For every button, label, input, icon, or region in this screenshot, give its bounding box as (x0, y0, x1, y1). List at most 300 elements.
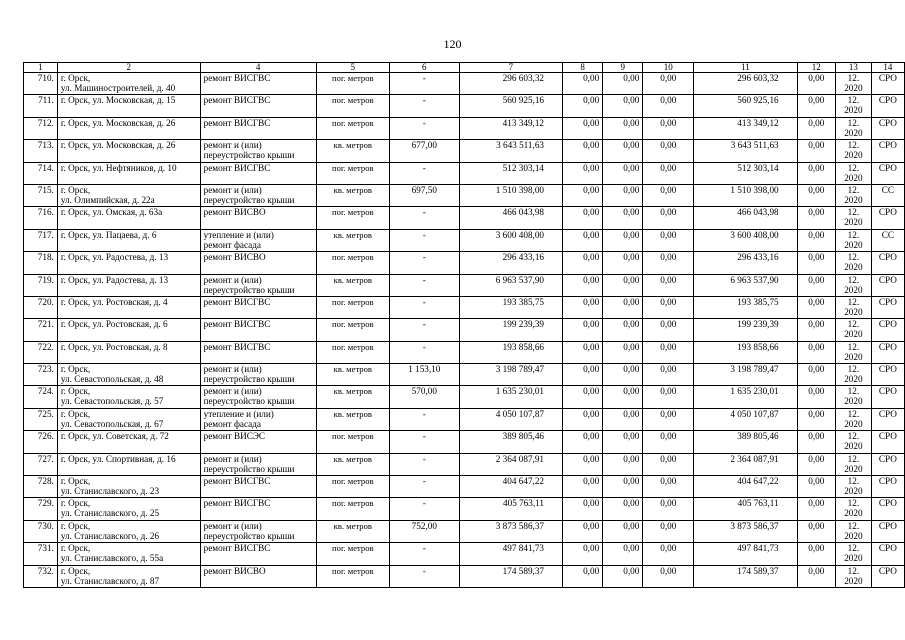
unit-cell: пог. метров (316, 498, 389, 520)
col8-cell: 0,00 (563, 162, 603, 184)
col12-cell: 0,00 (797, 162, 835, 184)
address-cell (57, 73, 200, 95)
address-cell (57, 95, 200, 117)
work-type-cell-line: ремонт ВИСГВС (203, 476, 271, 487)
area-cell: - (389, 73, 459, 95)
work-type-cell-line: переустройство крыши (203, 194, 295, 205)
col10-cell: 0,00 (643, 296, 694, 318)
deadline-cell-line: 12. (847, 520, 860, 531)
address-cell-line: ул. Севастопольская, д. 48 (60, 374, 164, 385)
deadline-cell (835, 565, 871, 587)
total-cost-cell: 1 510 398,00 (459, 184, 562, 206)
column-header: 4 (200, 63, 316, 73)
row-number: 728. (24, 476, 58, 498)
table-row (24, 73, 905, 95)
deadline-cell-line: 12. (847, 207, 860, 218)
area-cell: - (389, 431, 459, 453)
deadline-cell-line: 2020 (844, 575, 863, 586)
total-cost-cell: 3 873 586,37 (459, 520, 562, 542)
table-row (24, 520, 905, 542)
table-row (24, 296, 905, 318)
deadline-cell-line: 2020 (844, 351, 863, 362)
total-cost-cell: 3 643 511,63 (459, 140, 562, 162)
col9-cell: 0,00 (603, 431, 643, 453)
col11-cell: 466 043,98 (694, 207, 797, 229)
total-cost-cell: 193 385,75 (459, 296, 562, 318)
row-number: 727. (24, 453, 58, 475)
address-cell (57, 520, 200, 542)
col10-cell: 0,00 (643, 498, 694, 520)
work-type-cell (200, 386, 316, 408)
work-type-cell (200, 117, 316, 139)
col9-cell: 0,00 (603, 565, 643, 587)
address-cell-line: ул. Станиславского, д. 26 (60, 530, 160, 541)
column-header: 13 (835, 63, 871, 73)
deadline-cell (835, 229, 871, 251)
area-cell: - (389, 274, 459, 296)
work-type-cell (200, 543, 316, 565)
address-cell-line: ул. Севастопольская, д. 67 (60, 418, 164, 429)
col9-cell: 0,00 (603, 319, 643, 341)
method-cell: СРО (871, 274, 904, 296)
col8-cell: 0,00 (563, 207, 603, 229)
work-type-cell (200, 453, 316, 475)
work-type-cell (200, 498, 316, 520)
table-row (24, 162, 905, 184)
column-header: 6 (389, 63, 459, 73)
deadline-cell-line: 2020 (844, 530, 863, 541)
table-row (24, 543, 905, 565)
col9-cell: 0,00 (603, 274, 643, 296)
col9-cell: 0,00 (603, 229, 643, 251)
address-cell (57, 140, 200, 162)
table-row (24, 408, 905, 430)
address-cell-line: г. Орск, (60, 408, 91, 419)
total-cost-cell: 512 303,14 (459, 162, 562, 184)
work-type-cell (200, 341, 316, 363)
work-type-cell (200, 520, 316, 542)
row-number: 711. (24, 95, 58, 117)
col8-cell: 0,00 (563, 229, 603, 251)
col12-cell: 0,00 (797, 319, 835, 341)
deadline-cell (835, 296, 871, 318)
area-cell: - (389, 319, 459, 341)
deadline-cell-line: 2020 (844, 262, 863, 273)
table-row (24, 319, 905, 341)
work-type-cell-line: ремонт и (или) (203, 274, 262, 285)
col9-cell: 0,00 (603, 543, 643, 565)
unit-cell: пог. метров (316, 252, 389, 274)
deadline-cell (835, 207, 871, 229)
total-cost-cell: 497 841,73 (459, 543, 562, 565)
col9-cell: 0,00 (603, 498, 643, 520)
col11-cell: 296 433,16 (694, 252, 797, 274)
address-cell-line: г. Орск, (60, 498, 91, 509)
table-row (24, 431, 905, 453)
deadline-cell (835, 73, 871, 95)
address-cell-line: ул. Станиславского, д. 23 (60, 486, 160, 497)
col11-cell: 560 925,16 (694, 95, 797, 117)
col9-cell: 0,00 (603, 296, 643, 318)
col11-cell: 3 643 511,63 (694, 140, 797, 162)
address-cell (57, 408, 200, 430)
deadline-cell-line: 2020 (844, 239, 863, 250)
unit-cell: пог. метров (316, 431, 389, 453)
method-cell: СРО (871, 117, 904, 139)
col8-cell: 0,00 (563, 184, 603, 206)
col8-cell: 0,00 (563, 453, 603, 475)
total-cost-cell: 404 647,22 (459, 476, 562, 498)
area-cell: - (389, 296, 459, 318)
method-cell: СРО (871, 207, 904, 229)
row-number: 732. (24, 565, 58, 587)
table-row (24, 341, 905, 363)
col12-cell: 0,00 (797, 341, 835, 363)
address-cell-line: г. Орск, ул. Пацаева, д. 6 (60, 229, 157, 240)
address-cell-line: г. Орск, ул. Спортивная, д. 16 (60, 453, 176, 464)
table-row (24, 453, 905, 475)
col11-cell: 193 858,66 (694, 341, 797, 363)
deadline-cell (835, 162, 871, 184)
deadline-cell-line: 12. (847, 73, 860, 83)
deadline-cell (835, 341, 871, 363)
work-type-cell-line: ремонт и (или) (203, 184, 262, 195)
area-cell: - (389, 162, 459, 184)
row-number: 719. (24, 274, 58, 296)
col10-cell: 0,00 (643, 229, 694, 251)
work-type-cell-line: переустройство крыши (203, 284, 295, 295)
col9-cell: 0,00 (603, 162, 643, 184)
work-type-cell-line: утепление и (или) (203, 229, 274, 240)
col11-cell: 1 635 230,01 (694, 386, 797, 408)
address-cell-line: г. Орск, ул. Московская, д. 26 (60, 140, 176, 151)
work-type-cell (200, 184, 316, 206)
deadline-cell-line: 12. (847, 386, 860, 397)
unit-cell: кв. метров (316, 386, 389, 408)
col12-cell: 0,00 (797, 476, 835, 498)
address-cell-line: ул. Станиславского, д. 87 (60, 575, 160, 586)
row-number: 717. (24, 229, 58, 251)
col10-cell: 0,00 (643, 207, 694, 229)
total-cost-cell: 389 805,46 (459, 431, 562, 453)
work-type-cell-line: ремонт ВИСВО (203, 252, 266, 263)
col8-cell: 0,00 (563, 117, 603, 139)
table-body (24, 63, 905, 588)
col11-cell: 4 050 107,87 (694, 408, 797, 430)
deadline-cell-line: 12. (847, 498, 860, 509)
address-cell (57, 229, 200, 251)
address-cell (57, 274, 200, 296)
deadline-cell-line: 12. (847, 140, 860, 151)
row-number: 710. (24, 73, 58, 95)
column-header: 2 (57, 63, 200, 73)
deadline-cell-line: 2020 (844, 105, 863, 116)
area-cell: 752,00 (389, 520, 459, 542)
address-cell-line: г. Орск, ул. Советская, д. 72 (60, 431, 169, 442)
work-type-cell-line: ремонт ВИСГВС (203, 95, 271, 106)
address-cell (57, 341, 200, 363)
col9-cell: 0,00 (603, 408, 643, 430)
col10-cell: 0,00 (643, 543, 694, 565)
deadline-cell-line: 2020 (844, 441, 863, 452)
row-number: 725. (24, 408, 58, 430)
address-cell-line: ул. Олимпийская, д. 22а (60, 194, 155, 205)
col11-cell: 2 364 087,91 (694, 453, 797, 475)
deadline-cell-line: 2020 (844, 172, 863, 183)
col9-cell: 0,00 (603, 476, 643, 498)
total-cost-cell: 466 043,98 (459, 207, 562, 229)
unit-cell: пог. метров (316, 319, 389, 341)
row-number: 716. (24, 207, 58, 229)
col11-cell: 3 600 408,00 (694, 229, 797, 251)
col8-cell: 0,00 (563, 431, 603, 453)
work-type-cell (200, 73, 316, 95)
unit-cell: кв. метров (316, 364, 389, 386)
table-row (24, 184, 905, 206)
deadline-cell-line: 2020 (844, 127, 863, 138)
work-type-cell-line: переустройство крыши (203, 396, 295, 407)
col10-cell: 0,00 (643, 520, 694, 542)
method-cell: СРО (871, 453, 904, 475)
table-row (24, 229, 905, 251)
address-cell (57, 565, 200, 587)
table-row (24, 274, 905, 296)
page-number: 120 (443, 37, 462, 51)
total-cost-cell: 296 603,32 (459, 73, 562, 95)
col12-cell: 0,00 (797, 453, 835, 475)
col11-cell: 3 198 789,47 (694, 364, 797, 386)
work-type-cell (200, 319, 316, 341)
address-cell-line: г. Орск, (60, 476, 91, 487)
unit-cell: пог. метров (316, 565, 389, 587)
address-cell-line: г. Орск, ул. Радостева, д. 13 (60, 274, 169, 285)
total-cost-cell: 560 925,16 (459, 95, 562, 117)
col8-cell: 0,00 (563, 140, 603, 162)
method-cell: СРО (871, 140, 904, 162)
total-cost-cell: 4 050 107,87 (459, 408, 562, 430)
work-type-cell-line: ремонт фасада (203, 239, 261, 250)
col12-cell: 0,00 (797, 364, 835, 386)
table-row (24, 476, 905, 498)
deadline-cell (835, 140, 871, 162)
work-type-cell-line: ремонт ВИСГВС (203, 498, 271, 509)
deadline-cell-line: 2020 (844, 329, 863, 340)
work-type-cell-line: переустройство крыши (203, 374, 295, 385)
address-cell-line: ул. Станиславского, д. 25 (60, 508, 160, 519)
address-cell-line: г. Орск, ул. Нефтяников, д. 10 (60, 162, 177, 173)
col11-cell: 3 873 586,37 (694, 520, 797, 542)
deadline-cell (835, 364, 871, 386)
col11-cell: 497 841,73 (694, 543, 797, 565)
table-row (24, 117, 905, 139)
col8-cell: 0,00 (563, 543, 603, 565)
deadline-cell (835, 408, 871, 430)
table-row (24, 565, 905, 587)
col9-cell: 0,00 (603, 364, 643, 386)
unit-cell: пог. метров (316, 543, 389, 565)
col9-cell: 0,00 (603, 140, 643, 162)
col8-cell: 0,00 (563, 95, 603, 117)
col12-cell: 0,00 (797, 431, 835, 453)
col12-cell: 0,00 (797, 252, 835, 274)
method-cell: СРО (871, 341, 904, 363)
deadline-cell (835, 520, 871, 542)
work-type-cell (200, 252, 316, 274)
deadline-cell-line: 12. (847, 95, 860, 106)
address-cell (57, 431, 200, 453)
column-header: 14 (871, 63, 904, 73)
address-cell (57, 543, 200, 565)
deadline-cell-line: 2020 (844, 284, 863, 295)
col10-cell: 0,00 (643, 431, 694, 453)
column-header: 11 (694, 63, 797, 73)
deadline-cell (835, 498, 871, 520)
work-type-cell (200, 296, 316, 318)
col12-cell: 0,00 (797, 207, 835, 229)
col8-cell: 0,00 (563, 364, 603, 386)
unit-cell: кв. метров (316, 229, 389, 251)
address-cell (57, 476, 200, 498)
deadline-cell-line: 2020 (844, 83, 863, 93)
address-cell-line: ул. Севастопольская, д. 57 (60, 396, 164, 407)
deadline-cell-line: 12. (847, 364, 860, 375)
deadline-cell (835, 319, 871, 341)
work-type-cell-line: ремонт ВИСГВС (203, 296, 271, 307)
address-cell (57, 252, 200, 274)
work-type-cell-line: утепление и (или) (203, 408, 274, 419)
col10-cell: 0,00 (643, 140, 694, 162)
address-cell-line: г. Орск, ул. Московская, д. 15 (60, 95, 176, 106)
col9-cell: 0,00 (603, 341, 643, 363)
area-cell: - (389, 453, 459, 475)
table-row (24, 252, 905, 274)
deadline-cell-line: 2020 (844, 553, 863, 564)
col10-cell: 0,00 (643, 476, 694, 498)
deadline-cell (835, 476, 871, 498)
deadline-cell (835, 252, 871, 274)
unit-cell: пог. метров (316, 162, 389, 184)
col11-cell: 512 303,14 (694, 162, 797, 184)
table-row (24, 386, 905, 408)
address-cell-line: ул. Машиностроителей, д. 40 (60, 83, 176, 93)
area-cell: - (389, 476, 459, 498)
table-row (24, 95, 905, 117)
col12-cell: 0,00 (797, 408, 835, 430)
address-cell-line: г. Орск, ул. Московская, д. 26 (60, 117, 176, 128)
col12-cell: 0,00 (797, 229, 835, 251)
col12-cell: 0,00 (797, 117, 835, 139)
method-cell: СРО (871, 520, 904, 542)
col12-cell: 0,00 (797, 140, 835, 162)
row-number: 723. (24, 364, 58, 386)
col9-cell: 0,00 (603, 117, 643, 139)
unit-cell: кв. метров (316, 408, 389, 430)
address-cell-line: г. Орск, ул. Радостева, д. 13 (60, 252, 169, 263)
column-header: 10 (643, 63, 694, 73)
col10-cell: 0,00 (643, 386, 694, 408)
method-cell: СРО (871, 162, 904, 184)
area-cell: - (389, 498, 459, 520)
address-cell-line: г. Орск, ул. Ростовская, д. 8 (60, 341, 168, 352)
col9-cell: 0,00 (603, 386, 643, 408)
row-number: 715. (24, 184, 58, 206)
total-cost-cell: 193 858,66 (459, 341, 562, 363)
address-cell (57, 207, 200, 229)
method-cell: СРО (871, 296, 904, 318)
col8-cell: 0,00 (563, 341, 603, 363)
col12-cell: 0,00 (797, 386, 835, 408)
address-cell (57, 364, 200, 386)
col10-cell: 0,00 (643, 252, 694, 274)
work-type-cell-line: ремонт и (или) (203, 520, 262, 531)
address-cell-line: г. Орск, (60, 73, 91, 83)
deadline-cell-line: 12. (847, 229, 860, 240)
method-cell: СРО (871, 543, 904, 565)
row-number: 724. (24, 386, 58, 408)
deadline-cell-line: 2020 (844, 306, 863, 317)
col9-cell: 0,00 (603, 95, 643, 117)
work-type-cell-line: ремонт фасада (203, 418, 261, 429)
work-type-cell (200, 565, 316, 587)
col9-cell: 0,00 (603, 184, 643, 206)
col9-cell: 0,00 (603, 73, 643, 95)
deadline-cell-line: 2020 (844, 194, 863, 205)
col12-cell: 0,00 (797, 498, 835, 520)
work-type-cell-line: ремонт ВИСЭС (203, 431, 266, 442)
col10-cell: 0,00 (643, 73, 694, 95)
unit-cell: пог. метров (316, 341, 389, 363)
deadline-cell-line: 12. (847, 296, 860, 307)
unit-cell: кв. метров (316, 520, 389, 542)
area-cell: - (389, 252, 459, 274)
deadline-cell-line: 2020 (844, 374, 863, 385)
work-type-cell-line: ремонт и (или) (203, 386, 262, 397)
address-cell-line: г. Орск, ул. Ростовская, д. 4 (60, 296, 168, 307)
total-cost-cell: 174 589,37 (459, 565, 562, 587)
col12-cell: 0,00 (797, 296, 835, 318)
method-cell: СРО (871, 431, 904, 453)
work-type-cell-line: ремонт ВИСГВС (203, 341, 271, 352)
column-header: 5 (316, 63, 389, 73)
col8-cell: 0,00 (563, 520, 603, 542)
area-cell: - (389, 341, 459, 363)
address-cell-line: г. Орск, ул. Ростовская, д. 6 (60, 319, 168, 330)
col10-cell: 0,00 (643, 565, 694, 587)
method-cell: СРО (871, 364, 904, 386)
table-row (24, 140, 905, 162)
method-cell: СРО (871, 95, 904, 117)
deadline-cell-line: 12. (847, 319, 860, 330)
total-cost-cell: 296 433,16 (459, 252, 562, 274)
address-cell (57, 498, 200, 520)
col11-cell: 199 239,39 (694, 319, 797, 341)
method-cell: СРО (871, 476, 904, 498)
total-cost-cell: 3 600 408,00 (459, 229, 562, 251)
total-cost-cell: 6 963 537,90 (459, 274, 562, 296)
deadline-cell-line: 2020 (844, 486, 863, 497)
address-cell (57, 184, 200, 206)
col10-cell: 0,00 (643, 162, 694, 184)
deadline-cell-line: 2020 (844, 150, 863, 161)
row-number: 721. (24, 319, 58, 341)
col11-cell: 389 805,46 (694, 431, 797, 453)
work-type-cell-line: ремонт и (или) (203, 140, 262, 151)
row-number: 718. (24, 252, 58, 274)
work-type-cell (200, 207, 316, 229)
row-number: 726. (24, 431, 58, 453)
area-cell: - (389, 543, 459, 565)
work-type-cell (200, 408, 316, 430)
